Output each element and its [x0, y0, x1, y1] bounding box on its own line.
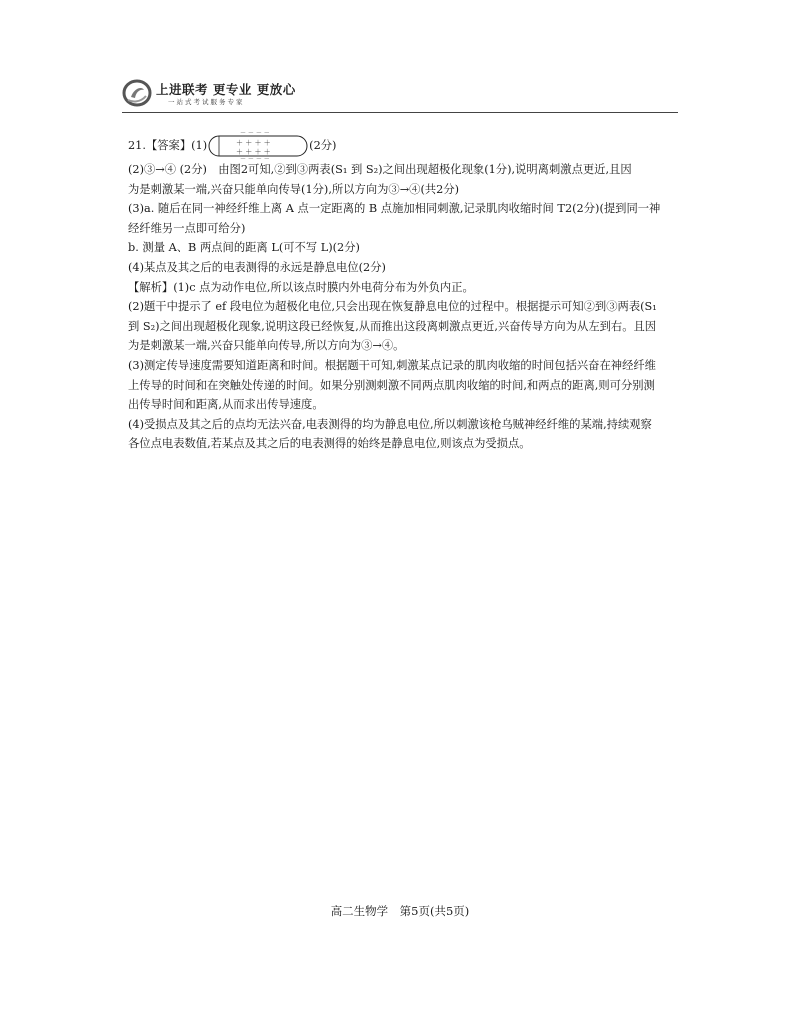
analysis-line: (3)测定传导速度需要知道距离和时间。根据题干可知,刺激某点记录的肌肉收缩的时间包括兴奋在神经纤维 — [128, 358, 656, 372]
header-divider — [122, 112, 678, 113]
logo-icon — [122, 78, 152, 108]
answer-line: (4)某点及其之后的电表测得的永远是静息电位(2分) — [128, 260, 386, 274]
brand-header — [122, 78, 296, 110]
brand-slogan: 上进联考 更专业 更放心 — [156, 82, 296, 97]
analysis-line: (2)题干中提示了 ef 段电位为超极化电位,只会出现在恢复静息电位的过程中。根据提示可知②到③两表(S₁ — [128, 300, 657, 314]
question-21-line — [128, 132, 680, 160]
analysis-line: 出传导时间和距离,从而求出传导速度。 — [128, 398, 324, 412]
answer-line: 为是刺激某一端,兴奋只能单向传导(1分),所以方向为③→④(共2分) — [128, 182, 460, 196]
answer-line: (2)③→④ (2分) 由图2可知,②到③两表(S₁ 到 S₂)之间出现超极化现象(1分),说明离刺激点更近,且因 — [128, 163, 632, 176]
membrane-diagram — [208, 132, 308, 160]
question-number: 21.【答案】(1) — [128, 139, 208, 153]
membrane-inner-row-2: ＋ ＋ ＋ ＋ — [236, 148, 271, 156]
membrane-outer-top-charges: － － － － — [240, 132, 270, 137]
answer-section — [128, 132, 680, 454]
membrane-outer-bottom-charges: － － － － — [240, 156, 270, 160]
membrane-inner-row-1: ＋ ＋ ＋ ＋ — [236, 139, 271, 147]
answer-line: 经纤维另一点即可给分) — [128, 221, 246, 235]
brand-subtitle: 一站式考试服务专家 — [168, 98, 245, 106]
page-footer: 高二生物学 第5页(共5页) — [330, 904, 470, 918]
analysis-line: (4)受损点及其之后的点均无法兴奋,电表测得的均为静息电位,所以刺激该枪乌贼神经纤维的某端,持续观察 — [128, 417, 652, 431]
answer-line: b. 测量 A、B 两点间的距离 L(可不写 L)(2分) — [128, 241, 360, 255]
analysis-line: 到 S₂)之间出现超极化现象,说明这段已经恢复,从而推出这段离刺激点更近,兴奋传导方向为从左到右。且因 — [128, 319, 657, 333]
analysis-line: 【解析】(1)c 点为动作电位,所以该点时膜内外电荷分布为外负内正。 — [128, 280, 474, 294]
answer-line: (3)a. 随后在同一神经纤维上离 A 点一定距离的 B 点施加相同刺激,记录肌肉收缩时间 T2(2分)(提到同一神 — [128, 202, 661, 216]
analysis-line: 为是刺激某一端,兴奋只能单向传导,所以方向为③→④。 — [128, 339, 405, 353]
analysis-line: 上传导的时间和在突触处传递的时间。如果分别测刺激不同两点肌肉收缩的时间,和两点的距离,则可分别测 — [128, 378, 655, 392]
question-1-points: (2分) — [309, 139, 337, 153]
analysis-line: 各位点电表数值,若某点及其之后的电表测得的始终是静息电位,则该点为受损点。 — [128, 437, 531, 451]
